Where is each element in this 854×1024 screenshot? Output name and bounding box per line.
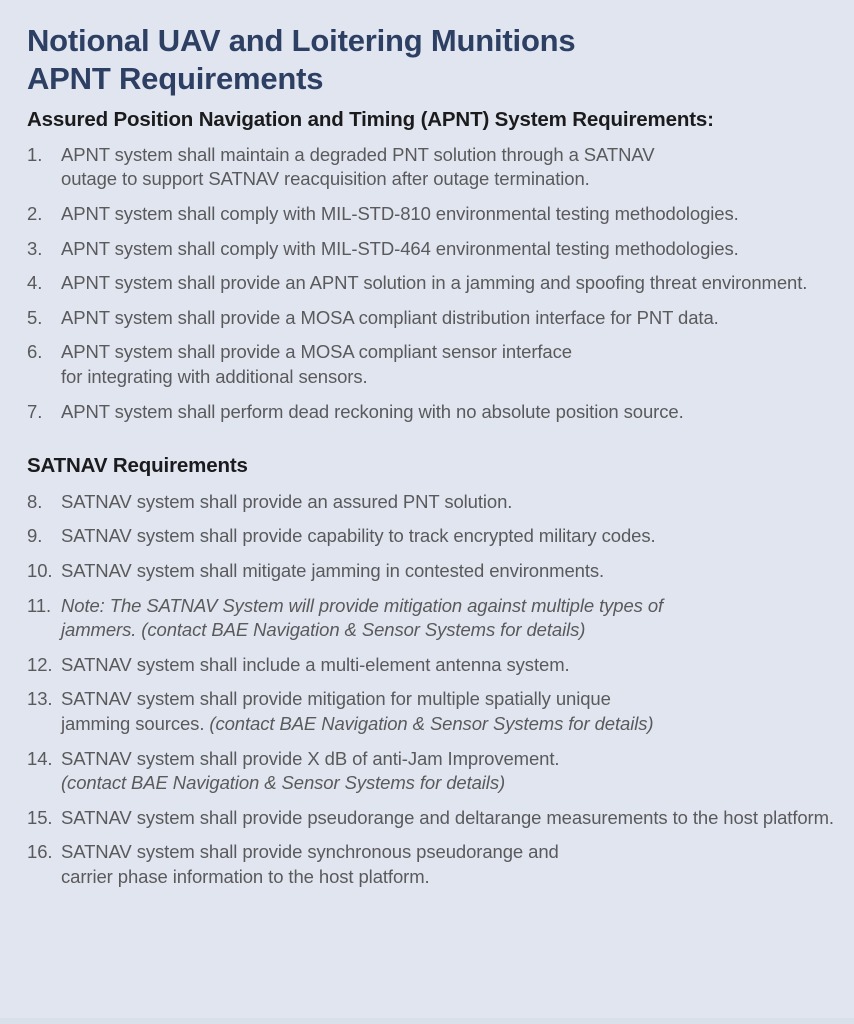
requirement-text [61,271,828,296]
requirement-number: 9. [27,525,43,547]
requirement-text [61,490,828,515]
requirement-item [27,306,828,331]
requirements-list-apnt [27,143,828,424]
requirement-text-line: SATNAV system shall include a multi-element antenna system. [61,653,570,675]
requirement-text-line: SATNAV system shall provide pseudorange and deltarange measurements to the host platform. [61,806,834,828]
requirement-text-line: jammers. (contact BAE Navigation & Sensor Systems for details) [61,619,586,641]
requirement-text-line: APNT system shall maintain a degraded PNT solution through a SATNAV [61,143,655,165]
requirement-item [27,687,828,736]
page-title-line-2: APNT Requirements [27,61,324,97]
requirement-number: 2. [27,203,43,225]
requirement-item [27,806,834,831]
requirement-text [61,400,828,425]
requirement-text-line: APNT system shall provide a MOSA compliant sensor interface [61,341,572,363]
bottom-band [0,1018,854,1024]
requirement-text-line: outage to support SATNAV reacquisition after outage termination. [61,168,590,190]
requirement-text [61,202,828,227]
requirement-item [27,340,828,389]
requirement-item [27,202,828,227]
requirement-number: 15. [27,806,53,828]
requirement-text-line: APNT system shall comply with MIL-STD-810 environmental testing methodologies. [61,203,739,225]
requirement-text [61,524,828,549]
page-title-line-1: Notional UAV and Loitering Munitions [27,23,576,58]
requirement-number: 10. [27,559,53,581]
requirement-item [27,237,828,262]
section-heading-satnav: SATNAV Requirements [27,454,248,478]
requirement-contact-note: (contact BAE Navigation & Sensor Systems for details) [61,772,506,794]
requirement-text [61,687,828,736]
requirement-text-line [61,712,828,737]
requirement-text-line: Note: The SATNAV System will provide mitigation against multiple types of [61,594,664,616]
requirement-text-line: APNT system shall provide an APNT solution in a jamming and spoofing threat environment. [61,272,808,294]
requirement-item [27,400,828,425]
requirement-item [27,490,828,515]
requirement-text-line: SATNAV system shall provide an assured PNT solution. [61,490,513,512]
requirement-text [61,653,828,678]
requirement-item [27,524,828,549]
requirement-text [61,237,828,262]
requirement-contact-note: (contact BAE Navigation & Sensor Systems for details) [209,712,654,734]
requirement-item [27,840,828,889]
requirement-text [61,340,828,389]
requirement-text [61,143,828,192]
requirement-number: 16. [27,841,53,863]
requirement-number: 7. [27,400,43,422]
requirement-item [27,594,828,643]
requirement-text [61,840,828,889]
requirement-text [61,806,834,831]
requirement-item [27,653,828,678]
requirement-item [27,559,828,584]
requirement-text-line: SATNAV system shall provide capability to track encrypted military codes. [61,525,656,547]
page-title [27,22,828,98]
requirement-number: 11. [27,594,52,616]
requirement-item [27,747,828,796]
requirement-number: 1. [27,143,43,165]
requirement-item [27,271,828,296]
requirement-number: 3. [27,237,43,259]
requirement-text [61,306,828,331]
requirement-number: 14. [27,747,53,769]
requirement-number: 12. [27,653,53,675]
requirement-text-line: for integrating with additional sensors. [61,366,368,387]
requirement-text-line: APNT system shall perform dead reckoning with no absolute position source. [61,400,684,422]
requirement-text-line: SATNAV system shall provide synchronous pseudorange and [61,841,559,863]
requirement-item [27,143,828,192]
requirement-text-line: SATNAV system shall mitigate jamming in contested environments. [61,559,605,581]
requirement-number: 6. [27,341,43,363]
requirement-number: 13. [27,688,53,710]
requirements-list-satnav [27,490,834,890]
requirement-number: 8. [27,490,43,512]
requirement-text [61,559,828,584]
requirement-text-line: SATNAV system shall provide mitigation for multiple spatially unique [61,688,611,710]
requirement-number: 5. [27,306,43,328]
requirement-text-line: carrier phase information to the host platform. [61,865,430,887]
requirement-text-plain: jamming sources. [61,712,210,734]
requirement-text [61,747,828,796]
requirement-text [61,594,828,643]
requirement-number: 4. [27,272,43,294]
requirement-text-line [61,771,828,796]
requirement-text-line: APNT system shall provide a MOSA compliant distribution interface for PNT data. [61,306,719,328]
requirement-text-line: APNT system shall comply with MIL-STD-464 environmental testing methodologies. [61,237,739,259]
section-heading-apnt: Assured Position Navigation and Timing (APNT) System Requirements: [27,108,714,132]
requirement-text-line: SATNAV system shall provide X dB of anti-Jam Improvement. [61,747,560,769]
